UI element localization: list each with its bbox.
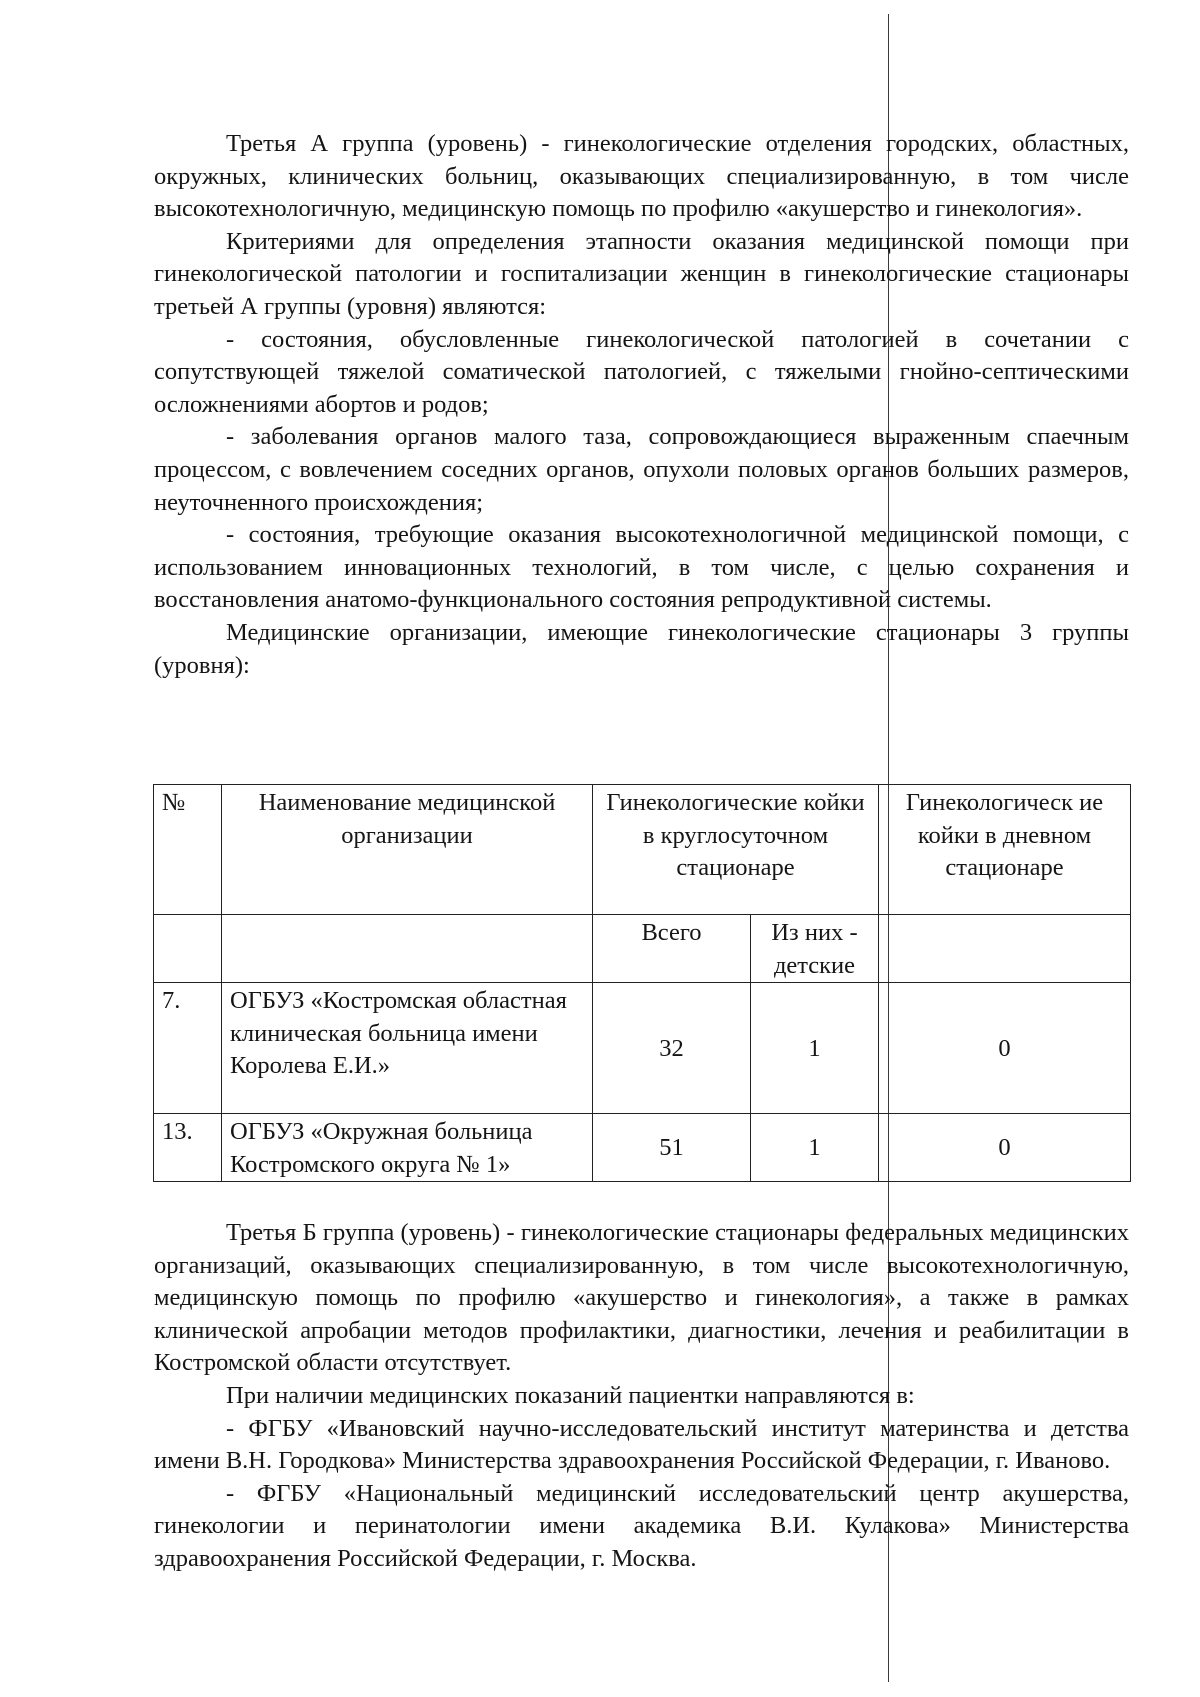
section-third-a-group <box>154 128 1129 682</box>
row-org-name: ОГБУЗ «Костромская областная клиническая больница имени Королева Е.И.» <box>222 983 593 1114</box>
row-children: 1 <box>751 1114 879 1182</box>
row-number: 7. <box>154 983 222 1114</box>
row-org-name: ОГБУЗ «Окружная больница Костромского округа № 1» <box>222 1114 593 1182</box>
row-total: 51 <box>593 1114 751 1182</box>
paragraph-criteria-intro: Критериями для определения этапности оказания медицинской помощи при гинекологической патологии и госпитализации женщин в гинекологические стационары третьей А группы (уровня) являются: <box>154 227 1129 320</box>
row-total: 32 <box>593 983 751 1114</box>
row-day-beds: 0 <box>879 983 1131 1114</box>
criteria-item: - заболевания органов малого таза, сопровождающиеся выраженным спаечным процессом, с вовлечением соседних органов, опухоли половых органов больших размеров, неуточненного происхождения; <box>154 423 1129 516</box>
header-number: № <box>154 785 222 915</box>
section-third-b-group <box>154 1217 1129 1576</box>
table-header-row <box>154 785 1131 915</box>
row-day-beds: 0 <box>879 1114 1131 1182</box>
subheader-empty <box>879 915 1131 983</box>
paragraph-third-b-definition: Третья Б группа (уровень) - гинекологические стационары федеральных медицинских организаций, оказывающих специализированную, в том числе высокотехнологичную, медицинскую помощь по профилю «акушерство и гинекология», а также в рамках клинической апробации методов профилактики, диагностики, лечения и реабилитации в Костромской области отсутствует. <box>154 1219 1129 1377</box>
paragraph-referral-intro: При наличии медицинских показаний пациентки направляются в: <box>226 1381 915 1409</box>
referral-item: - ФГБУ «Ивановский научно-исследовательский институт материнства и детства имени В.Н. Городкова» Министерства здравоохранения Российской Федерации, г. Иваново. <box>154 1414 1129 1475</box>
subheader-empty <box>154 915 222 983</box>
referral-item: - ФГБУ «Национальный медицинский исследовательский центр акушерства, гинекологии и перинатологии имени академика В.И. Кулакова» Министерства здравоохранения Российской Федерации, г. Москва. <box>154 1479 1129 1572</box>
row-children: 1 <box>751 983 879 1114</box>
row-number: 13. <box>154 1114 222 1182</box>
header-org-name: Наименование медицинской организации <box>222 785 593 915</box>
subheader-children: Из них - детские <box>751 915 879 983</box>
subheader-empty <box>222 915 593 983</box>
table-row <box>154 983 1131 1114</box>
criteria-item: - состояния, требующие оказания высокотехнологичной медицинской помощи, с использованием инновационных технологий, в том числе, с целью сохранения и восстановления анатомо-функционального состояния репродуктивной системы. <box>154 521 1129 614</box>
criteria-item: - состояния, обусловленные гинекологической патологией в сочетании с сопутствующей тяжелой соматической патологией, с тяжелыми гнойно-септическими осложнениями абортов и родов; <box>154 325 1129 418</box>
table-subheader-row <box>154 915 1131 983</box>
organizations-table <box>153 784 1131 1182</box>
header-round-the-clock-beds: Гинекологические койки в круглосуточном стационаре <box>593 785 879 915</box>
header-day-beds: Гинекологическ ие койки в дневном стационаре <box>879 785 1131 915</box>
table-row <box>154 1114 1131 1182</box>
paragraph-third-a-definition: Третья А группа (уровень) - гинекологические отделения городских, областных, окружных, клинических больниц, оказывающих специализированную, в том числе высокотехнологичную, медицинскую помощь по профилю «акушерство и гинекология». <box>154 130 1129 223</box>
paragraph-organizations-intro: Медицинские организации, имеющие гинекологические стационары 3 группы (уровня): <box>154 618 1129 679</box>
subheader-total: Всего <box>593 915 751 983</box>
